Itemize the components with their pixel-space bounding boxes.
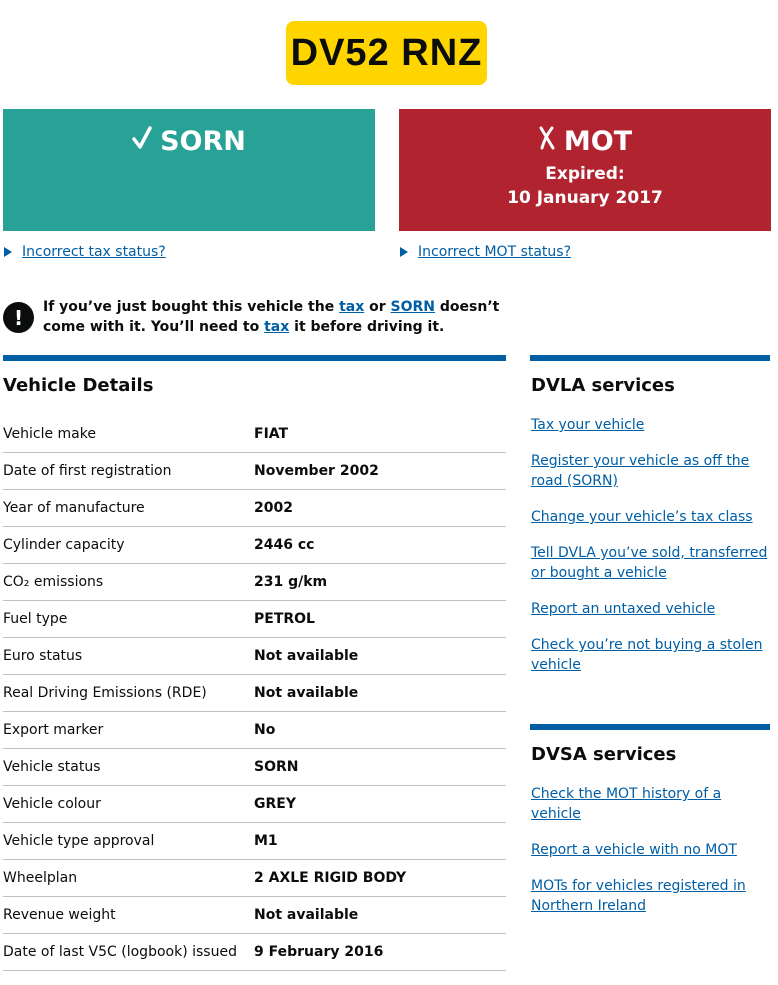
detail-value: Not available — [254, 675, 506, 712]
dvla-service-link[interactable]: Tax your vehicle — [531, 417, 645, 433]
detail-key: Vehicle status — [3, 749, 254, 786]
section-divider — [3, 355, 506, 361]
detail-value: Not available — [254, 897, 506, 934]
detail-key: Vehicle colour — [3, 786, 254, 823]
detail-key: Vehicle make — [3, 416, 254, 453]
check-icon — [132, 125, 152, 159]
warning-notice — [3, 297, 513, 337]
triangle-right-icon — [4, 247, 12, 257]
section-divider — [530, 355, 770, 361]
table-row — [3, 416, 506, 453]
dvsa-services-title: DVSA services — [531, 744, 677, 765]
incorrect-mot-status-details[interactable] — [400, 242, 571, 262]
warning-tax-link-2[interactable]: tax — [264, 319, 290, 335]
dvla-services-title: DVLA services — [531, 375, 675, 396]
detail-key: Export marker — [3, 712, 254, 749]
mot-expired-label: Expired: — [545, 164, 625, 184]
detail-value: 2446 cc — [254, 527, 506, 564]
table-row — [3, 786, 506, 823]
dvla-service-link[interactable]: Check you’re not buying a stolen vehicle — [531, 637, 763, 673]
detail-value: M1 — [254, 823, 506, 860]
detail-key: Fuel type — [3, 601, 254, 638]
warning-text-part: it before driving it. — [289, 319, 445, 335]
vehicle-details-title: Vehicle Details — [3, 375, 154, 396]
detail-value: 9 February 2016 — [254, 934, 506, 971]
table-row — [3, 749, 506, 786]
detail-value: 2 AXLE RIGID BODY — [254, 860, 506, 897]
table-row — [3, 823, 506, 860]
warning-text — [43, 297, 513, 337]
detail-key: Real Driving Emissions (RDE) — [3, 675, 254, 712]
warning-text-part: If you’ve just bought this vehicle the — [43, 299, 340, 315]
incorrect-tax-status-details[interactable] — [4, 242, 166, 262]
tax-status-label: SORN — [160, 126, 246, 157]
table-row — [3, 860, 506, 897]
detail-value: 2002 — [254, 490, 506, 527]
detail-key: Cylinder capacity — [3, 527, 254, 564]
table-row — [3, 527, 506, 564]
detail-key: Revenue weight — [3, 897, 254, 934]
warning-sorn-link[interactable]: SORN — [390, 299, 436, 315]
detail-key: Year of manufacture — [3, 490, 254, 527]
detail-key: Date of last V5C (logbook) issued — [3, 934, 254, 971]
detail-value: PETROL — [254, 601, 506, 638]
detail-key: Vehicle type approval — [3, 823, 254, 860]
detail-value: Not available — [254, 638, 506, 675]
incorrect-tax-status-link[interactable]: Incorrect tax status? — [22, 244, 166, 260]
warning-text-part: doesn’t come with it. You’ll need to — [43, 299, 500, 335]
detail-value: November 2002 — [254, 453, 506, 490]
warning-text-part: or — [364, 299, 391, 315]
table-row — [3, 453, 506, 490]
dvsa-service-link[interactable]: Report a vehicle with no MOT — [531, 842, 737, 858]
dvsa-services-list — [531, 784, 771, 932]
cross-icon — [538, 125, 556, 159]
dvsa-service-link[interactable]: Check the MOT history of a vehicle — [531, 786, 722, 822]
table-row — [3, 897, 506, 934]
detail-value: FIAT — [254, 416, 506, 453]
detail-value: GREY — [254, 786, 506, 823]
table-row — [3, 712, 506, 749]
table-row — [3, 638, 506, 675]
dvsa-service-link[interactable]: MOTs for vehicles registered in Northern Ireland — [531, 878, 746, 914]
detail-value: No — [254, 712, 506, 749]
section-divider — [530, 724, 770, 730]
triangle-right-icon — [400, 247, 408, 257]
detail-key: CO₂ emissions — [3, 564, 254, 601]
table-row — [3, 934, 506, 971]
warning-tax-link[interactable]: tax — [339, 299, 365, 315]
tax-status-panel — [3, 109, 375, 231]
table-row — [3, 675, 506, 712]
dvla-service-link[interactable]: Tell DVLA you’ve sold, transferred or bought a vehicle — [531, 545, 768, 581]
dvla-services-list — [531, 415, 771, 691]
exclamation-icon: ! — [3, 302, 34, 333]
incorrect-mot-status-link[interactable]: Incorrect MOT status? — [418, 244, 572, 260]
dvla-service-link[interactable]: Change your vehicle’s tax class — [531, 509, 753, 525]
table-row — [3, 601, 506, 638]
mot-expiry-date: 10 January 2017 — [507, 188, 663, 208]
registration-plate: DV52 RNZ — [286, 21, 487, 85]
vehicle-details-table — [3, 416, 506, 971]
mot-status-label: MOT — [563, 126, 633, 157]
detail-key: Euro status — [3, 638, 254, 675]
table-row — [3, 564, 506, 601]
detail-value: 231 g/km — [254, 564, 506, 601]
table-row — [3, 490, 506, 527]
detail-value: SORN — [254, 749, 506, 786]
dvla-service-link[interactable]: Register your vehicle as off the road (SORN) — [531, 453, 750, 489]
detail-key: Date of first registration — [3, 453, 254, 490]
mot-status-panel — [399, 109, 771, 231]
detail-key: Wheelplan — [3, 860, 254, 897]
dvla-service-link[interactable]: Report an untaxed vehicle — [531, 601, 716, 617]
